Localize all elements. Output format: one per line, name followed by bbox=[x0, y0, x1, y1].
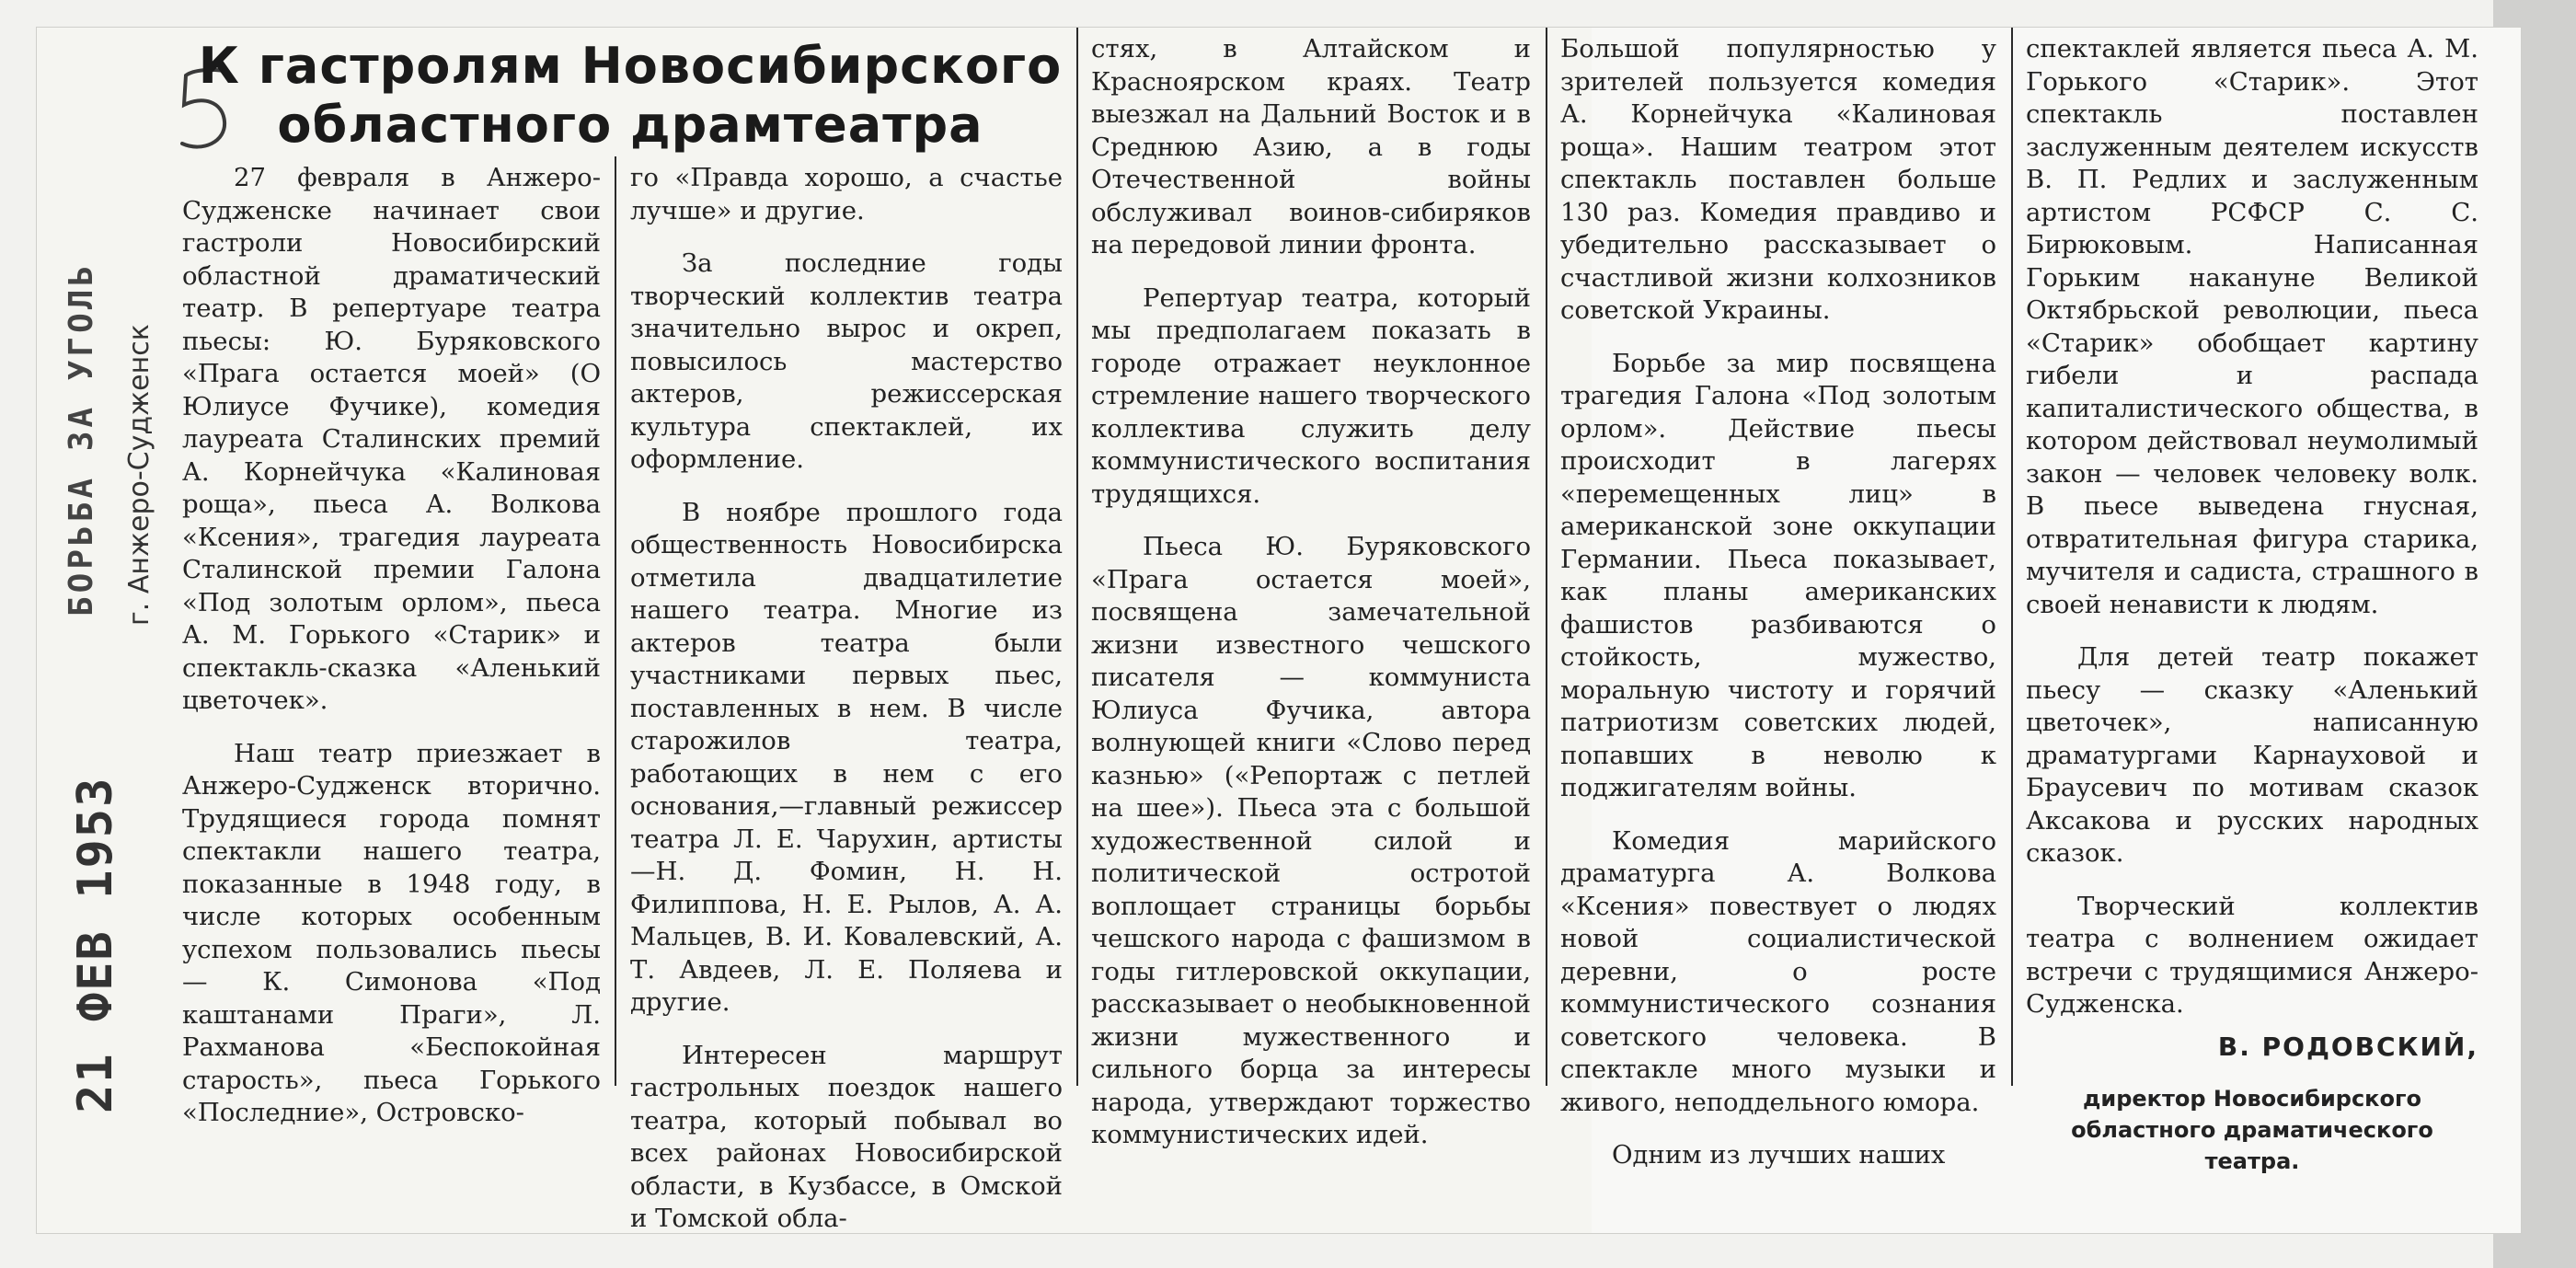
column-rule bbox=[1076, 28, 1078, 1086]
author-name: В. РОДОВСКИЙ, bbox=[2217, 1031, 2478, 1062]
paragraph: За последние годы творческий коллектив театра значительно вырос и окреп, повысилось мастерство актеров, режиссерская культура спектаклей, их оформление. bbox=[630, 248, 1063, 474]
paragraph: 27 февраля в Анжеро-Судженске начинает свои гастроли Новосибирский областной драматический театр. В репертуаре театра пьесы: Ю. Буряковского «Прага остается моей» (О Юлиусе Фучике), комедия лауреата Сталинских премий А. Корнейчука «Калиновая роща», пьеса А. Волкова «Ксения», трагедия лауреата Сталинской премии Галона «Под золотым орлом», пьеса А. М. Горького «Старик» и спектакль-сказка «Аленький цветочек». bbox=[182, 163, 601, 715]
title-line: К гастролям Новосибирского bbox=[198, 37, 1063, 95]
paragraph: Борьбе за мир посвящена трагедия Галона «Под золотым орлом». Действие пьесы происходит в лагерях «перемещенных лиц» в американской зоне оккупации Германии. Пьеса показывает, как планы американских фашистов разбиваются о стойкость, мужество, моральную чистоту и горячий патриотизм советских людей, попавших в неволю к поджигателям войны. bbox=[1560, 348, 1996, 802]
column-rule bbox=[1546, 28, 1547, 1086]
paragraph: В ноябре прошлого года общественность Новосибирска отметила двадцатилетие нашего театра. Многие из актеров театра были участниками первых пьес, поставленных в нем. В числе старожилов театра, работающих в нем с его основания,—главный режиссер театра Л. Е. Чарухин, артисты—Н. Д. Фомин, Н. Н. Филиппова, Н. Е. Рылов, А. А. Мальцев, В. И. Ковалевский, А. Т. Авдеев, Л. Е. Поляева и другие. bbox=[630, 497, 1063, 1017]
paragraph: Пьеса Ю. Буряковского «Прага остается моей», посвящена замечательной жизни известного чешского писателя — коммуниста Юлиуса Фучика, автора волнующей книги «Слово перед казнью» («Репортаж с петлей на шее»). Пьеса эта с большой художественной силой и политической остротой воплощает страницы борьбы чешского народа с фашизмом в годы гитлеровской оккупации, рассказывает о необыкновенной жизни мужественного и сильного борца за интересы народа, утверждают торжество коммунистических идей. bbox=[1091, 532, 1531, 1149]
newspaper-clipping bbox=[37, 28, 2521, 1233]
newspaper-name-stamp: БОРЬБА ЗА УГОЛЬ bbox=[63, 261, 100, 617]
paragraph: Творческий коллектив театра с волнением ожидает встречи с трудящимися Анжеро-Судженска. bbox=[2026, 891, 2478, 1019]
article-title bbox=[193, 37, 1067, 155]
title-line: областного драмтеатра bbox=[277, 96, 983, 154]
date-stamp: 21 ФЕВ 1953 bbox=[68, 776, 123, 1113]
article-column-1 bbox=[182, 162, 601, 1130]
author-title: директор Новосибирского областного драматического театра. bbox=[2071, 1086, 2433, 1174]
paragraph: спектаклей является пьеса А. М. Горького «Старик». Этот спектакль поставлен заслуженным деятелем искусств В. П. Редлих и заслуженным артистом РСФСР С. С. Бирюковым. Написанная Горьким накануне Великой Октябрьской революции, пьеса «Старик» обобщает картину гибели и распада капиталистического общества, в котором действовал неумолимый закон — человек человеку волк. В пьесе выведена гнусная, отвратительная фигура старика, мучителя и садиста, страшного в своей ненависти к людям. bbox=[2026, 34, 2478, 619]
paragraph: Наш театр приезжает в Анжеро-Судженск вторично. Трудящиеся города помнят спектакли нашего театра, показанные в 1948 году, в числе которых особенным успехом пользовались пьесы — К. Симонова «Под каштанами Праги», Л. Рахманова «Беспокойная старость», пьеса Горького «Последние», Островско- bbox=[182, 738, 601, 1127]
article-column-5 bbox=[2026, 33, 2478, 1177]
article-column-3 bbox=[1091, 33, 1531, 1152]
paragraph: Для детей театр покажет пьесу — сказку «Аленький цветочек», написанную драматургами Карнауховой и Браусевич по мотивам сказок Аксакова и русских народных сказок. bbox=[2026, 642, 2478, 868]
column-rule bbox=[2011, 28, 2013, 1086]
paragraph: Интересен маршрут гастрольных поездок нашего театра, который побывал во всех районах Новосибирской области, в Кузбассе, в Омской и Томской обла- bbox=[630, 1040, 1063, 1233]
paragraph: Одним из лучших наших bbox=[1612, 1140, 1946, 1170]
paragraph: го «Правда хорошо, а счастье лучше» и другие. bbox=[630, 163, 1063, 225]
paragraph: Комедия марийского драматурга А. Волкова «Ксения» повествует о людях новой социалистической деревни, о росте коммунистического сознания советского человека. В спектакле много музыки и живого, неподдельного юмора. bbox=[1560, 825, 1996, 1117]
city-stamp: г. Анжеро-Судженск bbox=[123, 324, 155, 626]
paragraph: стях, в Алтайском и Красноярском краях. Театр выезжал на Дальний Восток и в Среднюю Азию, а в годы Отечественной войны обслуживал воинов-сибиряков на передовой линии фронта. bbox=[1091, 34, 1531, 259]
column-rule bbox=[615, 156, 616, 1086]
paragraph: Репертуар театра, который мы предполагаем показать в городе отражает неуклонное стремление нашего творческого коллектива служить делу коммунистического воспитания трудящихся. bbox=[1091, 282, 1531, 509]
article-column-4 bbox=[1560, 33, 1996, 1172]
paragraph: Большой популярностью у зрителей пользуется комедия А. Корнейчука «Калиновая роща». Нашим театром этот спектакль поставлен больше 130 раз. Комедия правдиво и убедительно рассказывает о счастливой жизни колхозников советской Украины. bbox=[1560, 34, 1996, 325]
article-column-2 bbox=[630, 162, 1063, 1236]
